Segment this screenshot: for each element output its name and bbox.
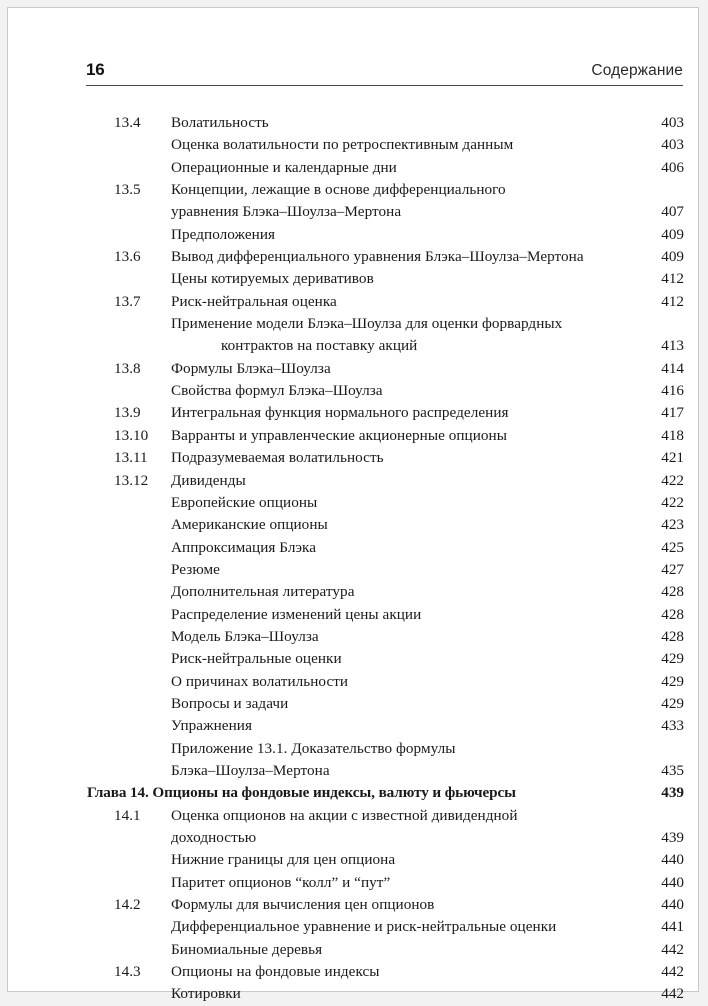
toc-entry-row [86, 447, 684, 469]
toc-entry-title: Оценка волатильности по ретроспективным данным [171, 136, 514, 154]
toc-chapter-row [86, 782, 684, 804]
toc-entry-row [86, 581, 684, 603]
toc-entry-number: 13.5 [114, 181, 141, 199]
toc-entry-title: Концепции, лежащие в основе дифференциального [171, 181, 506, 199]
toc-entry-page-number: 425 [661, 538, 684, 556]
toc-entry-row [86, 648, 684, 670]
toc-entry-page-number: 440 [661, 896, 684, 914]
toc-entry-title: Распределение изменений цены акции [171, 605, 422, 623]
toc-entry-title: Блэка–Шоулза–Мертона [171, 761, 330, 779]
toc-entry-title: Биномиальные деревья [171, 940, 323, 958]
toc-entry-row [86, 939, 684, 961]
toc-entry-title: Риск-нейтральная оценка [171, 292, 337, 310]
toc-entry-title: Формулы Блэка–Шоулза [171, 359, 331, 377]
toc-entry-page-number: 440 [661, 851, 684, 869]
toc-entry-number: 14.3 [114, 963, 141, 981]
toc-entry-row [86, 559, 684, 581]
toc-entry-row [86, 380, 684, 402]
running-head-title: Содержание [591, 62, 683, 79]
toc-entry-row [86, 291, 684, 313]
toc-entry-number: 13.12 [114, 471, 149, 489]
toc-entry-page-number: 440 [661, 873, 684, 891]
running-head [86, 48, 683, 82]
toc-entry-title: Цены котируемых деривативов [171, 270, 374, 288]
toc-entry-title: уравнения Блэка–Шоулза–Мертона [171, 203, 402, 221]
toc-entry-row [86, 425, 684, 447]
toc-entry-number: 14.1 [114, 806, 141, 824]
toc-entry-page-number: 409 [661, 225, 684, 243]
toc-entry-title: Вопросы и задачи [171, 694, 289, 712]
toc-entry-title: Интегральная функция нормального распределения [171, 404, 509, 422]
toc-entry-page-number: 428 [661, 583, 684, 601]
toc-entry-page-number: 441 [661, 918, 684, 936]
toc-entry-page-number: 422 [661, 471, 684, 489]
toc-entry-page-number: 422 [661, 493, 684, 511]
toc-entry-title: Европейские опционы [171, 493, 318, 511]
toc-entry-row [86, 715, 684, 737]
toc-entry-title: Операционные и календарные дни [171, 158, 397, 176]
toc-entry-title: Формулы для вычисления цен опционов [171, 896, 435, 914]
toc-entry-title: Нижние границы для цен опциона [171, 851, 396, 869]
toc-entry-title: Предположения [171, 225, 276, 243]
toc-entry-page-number: 427 [661, 560, 684, 578]
toc-entry-row [86, 514, 684, 536]
toc-entry-page-number: 407 [661, 203, 684, 221]
toc-entry-title: О причинах волатильности [171, 672, 349, 690]
toc-entry-page-number: 442 [661, 985, 684, 1003]
toc-entry-number: 13.6 [114, 248, 141, 266]
toc-entry-title: Дифференциальное уравнение и риск-нейтральные оценки [171, 918, 557, 936]
toc-entry-number: 13.8 [114, 359, 141, 377]
toc-entry-page-number: 442 [661, 940, 684, 958]
toc-entry-title: Риск-нейтральные оценки [171, 650, 342, 668]
toc-entry-row [86, 157, 684, 179]
toc-entry-row [86, 604, 684, 626]
toc-entry-title: Свойства формул Блэка–Шоулза [171, 382, 383, 400]
toc-entry-page-number: 403 [661, 114, 684, 131]
toc-entry-row [86, 402, 684, 424]
toc-entry-page-number: 417 [661, 404, 684, 422]
toc-entry-row [86, 894, 684, 916]
toc-entry-page-number: 403 [661, 136, 684, 154]
toc-entry-row [86, 961, 684, 983]
table-of-contents [86, 112, 684, 1006]
toc-entry-title: контрактов на поставку акций [221, 337, 418, 355]
toc-entry-number: 13.10 [114, 426, 149, 444]
toc-entry-row [86, 470, 684, 492]
toc-entry-row [86, 983, 684, 1005]
toc-entry-number: 14.2 [114, 896, 141, 914]
toc-entry-page-number: 442 [661, 963, 684, 981]
toc-entry-title: Дополнительная литература [171, 583, 355, 601]
toc-entry-page-number: 428 [661, 627, 684, 645]
toc-entry-page-number: 406 [661, 158, 684, 176]
toc-entry-title: Оценка опционов на акции с известной дивидендной [171, 806, 518, 824]
toc-entry-row [86, 537, 684, 559]
toc-entry-title: Подразумеваемая волатильность [171, 449, 384, 467]
toc-entry-number: 13.7 [114, 292, 141, 310]
toc-entry-row [86, 693, 684, 715]
toc-entry-page-number: 429 [661, 694, 684, 712]
toc-entry-row [86, 626, 684, 648]
toc-entry-number: 13.11 [114, 449, 148, 467]
toc-entry-number: 13.4 [114, 114, 141, 131]
toc-entry-title: Глава 14. Опционы на фондовые индексы, валюту и фьючерсы [87, 784, 516, 802]
toc-entry-row [86, 134, 684, 156]
page-folio-number: 16 [86, 60, 105, 79]
toc-entry-title: Паритет опционов “колл” и “пут” [171, 873, 391, 891]
toc-entry-title: Котировки [171, 985, 241, 1003]
toc-entry-row [86, 335, 684, 357]
toc-entry-row [86, 738, 684, 760]
toc-entry-page-number: 414 [661, 359, 684, 377]
toc-entry-row [86, 112, 684, 134]
toc-entry-number: 13.9 [114, 404, 141, 422]
toc-entry-title: Волатильность [171, 114, 269, 131]
toc-entry-page-number: 429 [661, 672, 684, 690]
toc-entry-row [86, 872, 684, 894]
toc-entry-page-number: 418 [661, 426, 684, 444]
toc-entry-row [86, 760, 684, 782]
toc-entry-row [86, 492, 684, 514]
toc-entry-row [86, 246, 684, 268]
toc-entry-title: Вывод дифференциального уравнения Блэка–Шоулза–Мертона [171, 248, 584, 266]
toc-entry-row [86, 916, 684, 938]
toc-entry-page-number: 413 [661, 337, 684, 355]
toc-entry-row [86, 268, 684, 290]
toc-entry-page-number: 409 [661, 248, 684, 266]
toc-entry-title: Дивиденды [171, 471, 246, 489]
toc-entry-page-number: 412 [661, 270, 684, 288]
toc-entry-row [86, 805, 684, 827]
toc-entry-title: доходностью [171, 829, 257, 846]
toc-entry-title: Упражнения [171, 717, 252, 735]
toc-entry-page-number: 439 [661, 829, 684, 846]
book-page [7, 7, 699, 1003]
toc-entry-title: Применение модели Блэка–Шоулза для оценки форвардных [171, 315, 563, 333]
toc-entry-title: Опционы на фондовые индексы [171, 963, 380, 981]
toc-entry-row [86, 313, 684, 335]
toc-entry-title: Аппроксимация Блэка [171, 538, 317, 556]
toc-entry-title: Варранты и управленческие акционерные опционы [171, 426, 507, 444]
header-divider-rule [86, 85, 683, 86]
toc-entry-page-number: 433 [661, 717, 684, 735]
toc-entry-row [86, 827, 684, 849]
toc-entry-page-number: 439 [661, 784, 684, 802]
toc-entry-row [86, 849, 684, 871]
toc-entry-title: Приложение 13.1. Доказательство формулы [171, 739, 456, 757]
toc-entry-title: Резюме [171, 560, 220, 578]
toc-entry-page-number: 412 [661, 292, 684, 310]
toc-entry-row [86, 179, 684, 201]
toc-entry-page-number: 421 [661, 449, 684, 467]
toc-entry-page-number: 429 [661, 650, 684, 668]
toc-entry-page-number: 428 [661, 605, 684, 623]
toc-entry-title: Модель Блэка–Шоулза [171, 627, 319, 645]
toc-entry-row [86, 224, 684, 246]
toc-entry-page-number: 435 [661, 761, 684, 779]
toc-entry-row [86, 358, 684, 380]
toc-entry-title: Американские опционы [171, 516, 328, 534]
toc-entry-row [86, 201, 684, 223]
toc-entry-page-number: 423 [661, 516, 684, 534]
toc-entry-page-number: 416 [661, 382, 684, 400]
toc-entry-row [86, 671, 684, 693]
